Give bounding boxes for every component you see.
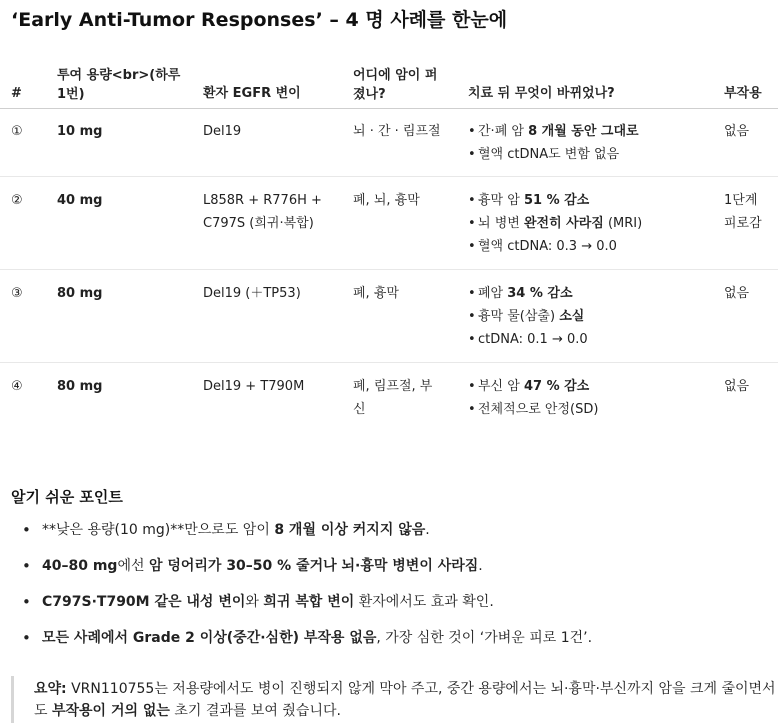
row-side-effects: 1단계 피로감 (724, 193, 762, 231)
list-item: • 40–80 mg에선 암 덩어리가 30–50 % 줄거나 뇌·흉막 병변이 사라짐. (0, 554, 592, 590)
row-egfr: Del19 (＋TP53) (203, 286, 301, 301)
row-number: ① (11, 124, 23, 139)
row-changes (468, 282, 588, 351)
change-item: • 혈액 ctDNA: 0.3 → 0.0 (468, 235, 642, 258)
row-number: ③ (11, 286, 23, 301)
row-divider (0, 362, 778, 363)
header-side-effects: 부작용 (724, 86, 762, 101)
row-side-effects: 없음 (724, 124, 750, 139)
change-item: • 부신 암 47 % 감소 (468, 375, 598, 398)
header-egfr: 환자 EGFR 변이 (203, 86, 301, 101)
summary-blockquote (11, 676, 778, 723)
change-item: • ctDNA: 0.1 → 0.0 (468, 328, 588, 351)
section-title: 알기 쉬운 포인트 (11, 488, 123, 506)
change-item: • 간·폐 암 8 개월 동안 그대로 (468, 120, 639, 143)
row-dose: 40 mg (57, 193, 103, 208)
header-divider (0, 108, 778, 109)
row-dose: 80 mg (57, 379, 103, 394)
change-item: • 전체적으로 안정(SD) (468, 398, 598, 421)
row-egfr: Del19 + T790M (203, 379, 305, 394)
row-changes (468, 375, 598, 421)
row-number: ④ (11, 379, 23, 394)
row-dose: 80 mg (57, 286, 103, 301)
row-spread: 폐, 뇌, 흉막 (353, 193, 420, 208)
row-divider (0, 269, 778, 270)
change-item: • 폐암 34 % 감소 (468, 282, 588, 305)
row-side-effects: 없음 (724, 379, 750, 394)
row-changes (468, 189, 642, 258)
header-dose: 투여 용량<br>(하루 1번) (57, 68, 181, 102)
header-num: # (11, 86, 22, 101)
change-item: • 흉막 물(삼출) 소실 (468, 305, 588, 328)
row-spread: 폐, 림프절, 부신 (353, 379, 433, 417)
row-spread: 뇌 · 간 · 림프절 (353, 124, 441, 139)
header-spread: 어디에 암이 퍼졌나? (353, 68, 438, 102)
row-spread: 폐, 흉막 (353, 286, 399, 301)
change-item: • 뇌 병변 완전히 사라짐 (MRI) (468, 212, 642, 235)
list-item: • C797S·T790M 같은 내성 변이와 희귀 복합 변이 환자에서도 효과 확인. (0, 590, 592, 626)
key-points-list (0, 518, 592, 662)
row-side-effects: 없음 (724, 286, 750, 301)
row-dose: 10 mg (57, 124, 103, 139)
page-title: ‘Early Anti-Tumor Responses’ – 4 명 사례를 한눈에 (11, 9, 508, 31)
header-change: 치료 뒤 무엇이 바뀌었나? (468, 86, 615, 101)
row-changes (468, 120, 639, 166)
row-divider (0, 176, 778, 177)
row-number: ② (11, 193, 23, 208)
change-item: • 흉막 암 51 % 감소 (468, 189, 642, 212)
row-egfr: L858R + R776H + C797S (희귀·복합) (203, 193, 322, 231)
list-item: • 모든 사례에서 Grade 2 이상(중간·심한) 부작용 없음, 가장 심한 것이 ‘가벼운 피로 1건’. (0, 626, 592, 662)
change-item: • 혈액 ctDNA도 변함 없음 (468, 143, 639, 166)
row-egfr: Del19 (203, 124, 242, 139)
summary-text: 요약: VRN110755는 저용량에서도 병이 진행되지 않게 막아 주고, 중간 용량에서는 뇌·흉막·부신까지 암을 크게 줄이면서도 부작용이 거의 없는 초기 결과를 보여 줬습니다. (34, 681, 776, 719)
list-item: • **낮은 용량(10 mg)**만으로도 암이 8 개월 이상 커지지 않음. (0, 518, 592, 554)
